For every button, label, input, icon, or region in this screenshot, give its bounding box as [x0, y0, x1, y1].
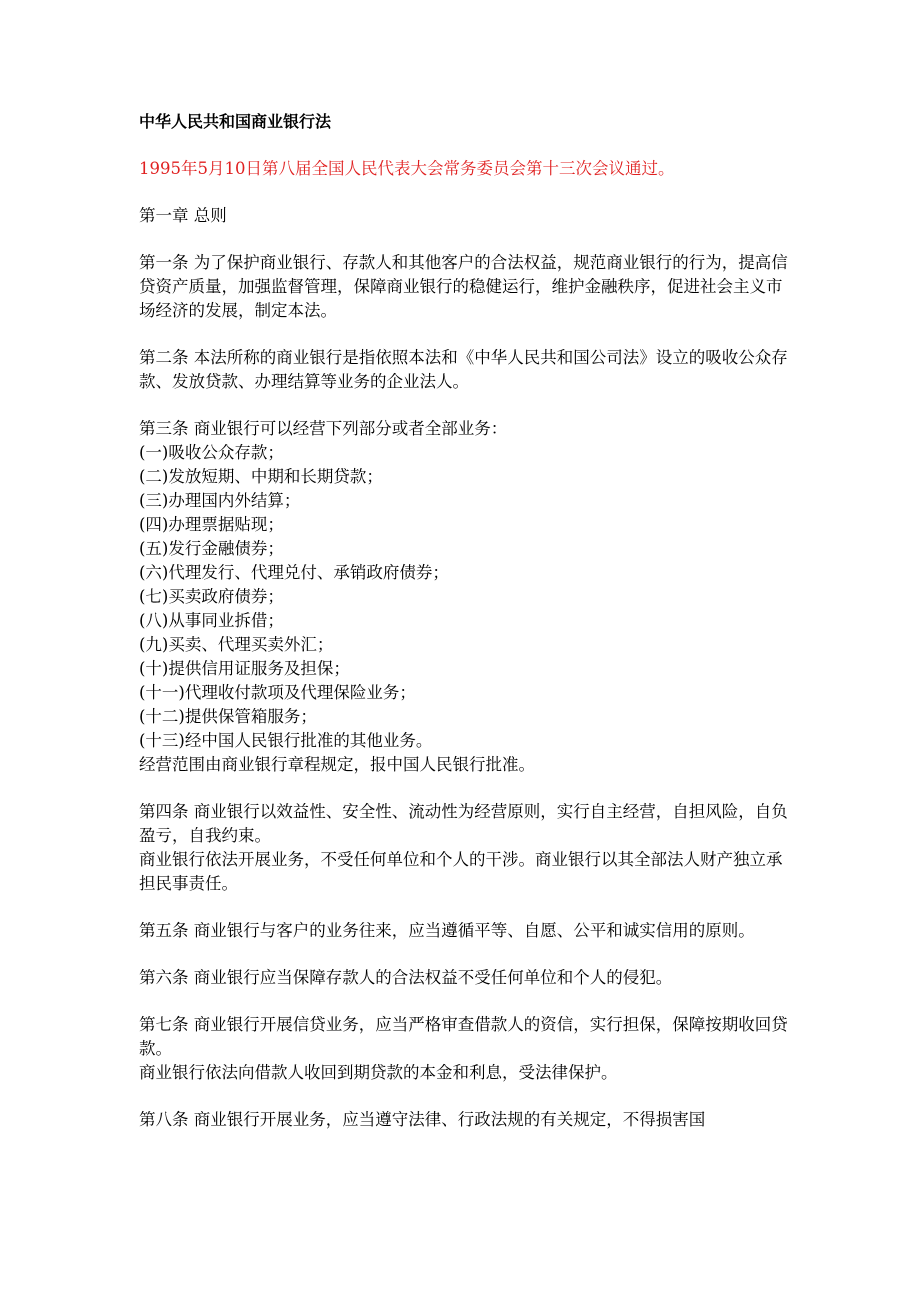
article-4	[139, 800, 789, 896]
article-2	[139, 346, 789, 394]
business-item: (八)从事同业拆借；	[139, 611, 284, 630]
article-paragraph: 第二条 本法所称的商业银行是指依照本法和《中华人民共和国公司法》设立的吸收公众存款、发放贷款、办理结算等业务的企业法人。	[139, 348, 788, 391]
business-item: (五)发行金融债券；	[139, 539, 284, 558]
article-3	[139, 417, 789, 777]
chapter-heading: 第一章 总则	[139, 206, 227, 225]
business-item: (三)办理国内外结算；	[139, 491, 301, 510]
article-1	[139, 251, 789, 323]
business-item: (七)买卖政府债券；	[139, 587, 284, 606]
passed-note: 1995年5月10日第八届全国人民代表大会常务委员会第十三次会议通过。	[139, 159, 675, 178]
article-7	[139, 1013, 789, 1085]
article-closing: 经营范围由商业银行章程规定，报中国人民银行批准。	[139, 755, 535, 774]
article-paragraph: 第四条 商业银行以效益性、安全性、流动性为经营原则，实行自主经营，自担风险，自负盈亏，自我约束。	[139, 802, 788, 845]
business-item: (六)代理发行、代理兑付、承销政府债券；	[139, 563, 449, 582]
article-paragraph: 第五条 商业银行与客户的业务往来，应当遵循平等、自愿、公平和诚实信用的原则。	[139, 921, 755, 940]
business-item: (一)吸收公众存款；	[139, 443, 284, 462]
article-paragraph: 第一条 为了保护商业银行、存款人和其他客户的合法权益，规范商业银行的行为，提高信贷资产质量，加强监督管理，保障商业银行的稳健运行，维护金融秩序，促进社会主义市场经济的发展，制定本法。	[139, 253, 788, 320]
article-5	[139, 919, 789, 943]
business-item: (四)办理票据贴现；	[139, 515, 284, 534]
article-paragraph: 商业银行依法向借款人收回到期贷款的本金和利息，受法律保护。	[139, 1063, 618, 1082]
business-item: (二)发放短期、中期和长期贷款；	[139, 467, 383, 486]
article-8	[139, 1108, 789, 1132]
article-paragraph: 第六条 商业银行应当保障存款人的合法权益不受任何单位和个人的侵犯。	[139, 968, 673, 987]
article-paragraph: 第八条 商业银行开展业务，应当遵守法律、行政法规的有关规定，不得损害国	[139, 1110, 706, 1129]
article-paragraph: 商业银行依法开展业务，不受任何单位和个人的干涉。商业银行以其全部法人财产独立承担民事责任。	[139, 850, 783, 893]
document-page	[139, 110, 789, 1155]
article-intro: 第三条 商业银行可以经营下列部分或者全部业务：	[139, 419, 508, 438]
document-title: 中华人民共和国商业银行法	[139, 112, 332, 131]
business-item: (十一)代理收付款项及代理保险业务；	[139, 683, 416, 702]
business-item: (十)提供信用证服务及担保；	[139, 659, 350, 678]
article-paragraph: 第七条 商业银行开展信贷业务，应当严格审查借款人的资信，实行担保，保障按期收回贷款。	[139, 1015, 788, 1058]
business-item: (十三)经中国人民银行批准的其他业务。	[139, 731, 433, 750]
article-6	[139, 966, 789, 990]
business-item: (九)买卖、代理买卖外汇；	[139, 635, 334, 654]
business-item: (十二)提供保管箱服务；	[139, 707, 317, 726]
